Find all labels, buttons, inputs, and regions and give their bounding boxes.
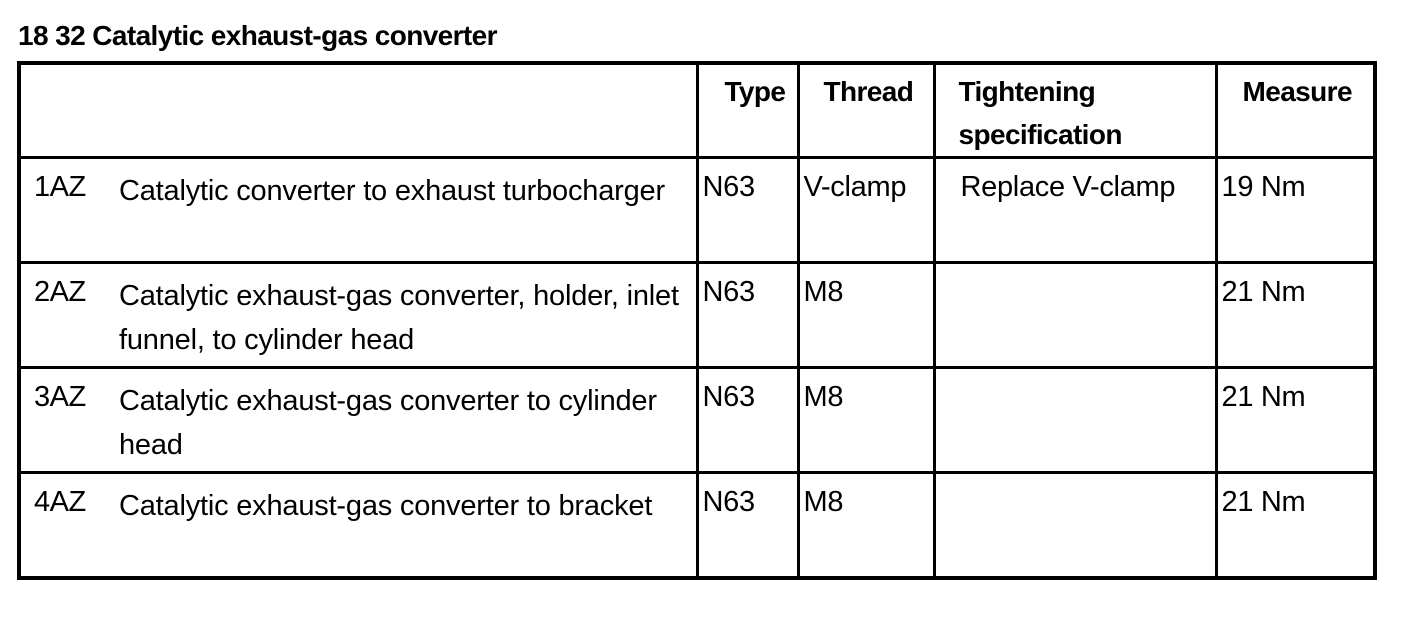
row-measure: 21 Nm <box>1216 473 1375 578</box>
row-position-description-cell <box>19 368 697 473</box>
row-measure: 19 Nm <box>1216 158 1375 263</box>
row-position-description-cell <box>19 158 697 263</box>
row-position: 4AZ <box>34 486 86 518</box>
header-measure: Measure <box>1216 63 1375 158</box>
row-description: Catalytic converter to exhaust turbocharger <box>119 175 665 207</box>
row-thread: M8 <box>798 368 934 473</box>
table-header-row <box>19 63 1375 158</box>
row-position: 1AZ <box>34 171 86 203</box>
row-position-description-cell <box>19 473 697 578</box>
row-measure: 21 Nm <box>1216 263 1375 368</box>
row-type: N63 <box>697 263 798 368</box>
row-position-description-cell <box>19 263 697 368</box>
table-row <box>19 473 1375 578</box>
row-type: N63 <box>697 158 798 263</box>
row-tightening <box>934 368 1216 473</box>
header-type: Type <box>697 63 798 158</box>
row-type: N63 <box>697 368 798 473</box>
row-tightening: Replace V-clamp <box>934 158 1216 263</box>
header-tightening-specification: Tightening specification <box>934 63 1216 158</box>
header-description-cell <box>19 63 697 158</box>
row-measure: 21 Nm <box>1216 368 1375 473</box>
row-description: Catalytic exhaust-gas converter to cylinder head <box>119 385 657 461</box>
row-thread: M8 <box>798 473 934 578</box>
row-thread: M8 <box>798 263 934 368</box>
row-thread: V-clamp <box>798 158 934 263</box>
row-tightening <box>934 473 1216 578</box>
row-description: Catalytic exhaust-gas converter, holder, inlet funnel, to cylinder head <box>119 280 679 356</box>
page-title: 18 32 Catalytic exhaust-gas converter <box>18 20 497 51</box>
row-description: Catalytic exhaust-gas converter to bracket <box>119 490 653 522</box>
row-tightening <box>934 263 1216 368</box>
row-position: 2AZ <box>34 276 86 308</box>
row-position: 3AZ <box>34 381 86 413</box>
table-row <box>19 368 1375 473</box>
torque-spec-table <box>17 61 1377 580</box>
header-thread: Thread <box>798 63 934 158</box>
table-row <box>19 263 1375 368</box>
row-type: N63 <box>697 473 798 578</box>
table-row <box>19 158 1375 263</box>
